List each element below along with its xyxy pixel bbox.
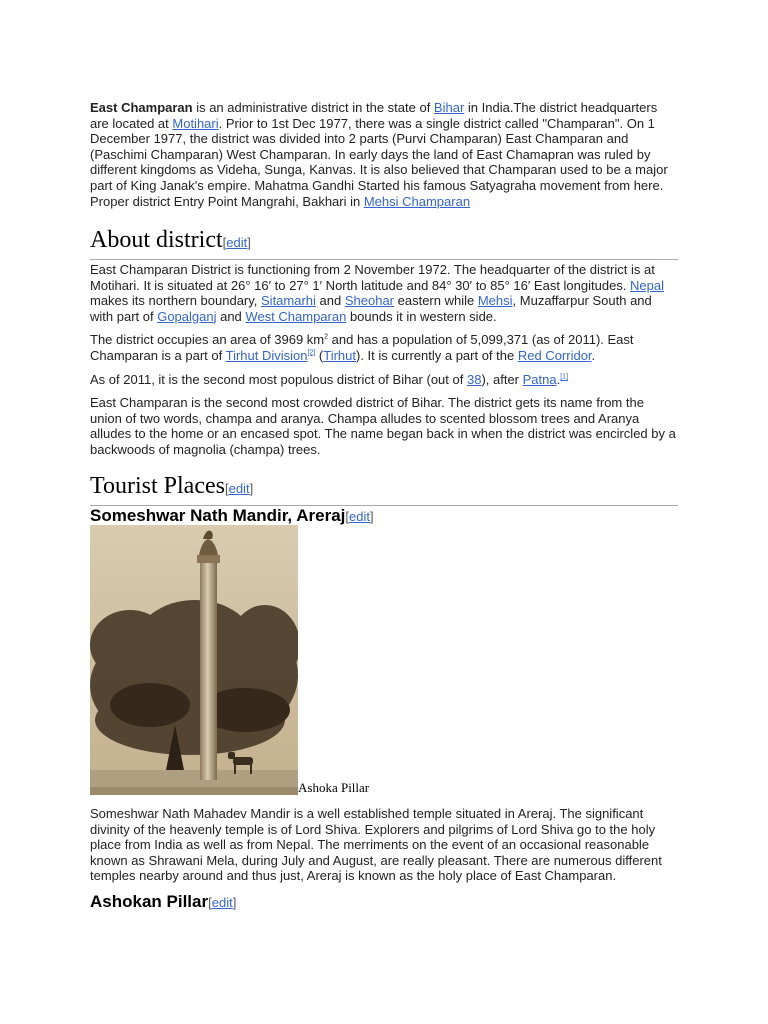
edit-section-someshwar: [edit] (345, 509, 374, 524)
edit-section-about: [edit] (222, 235, 251, 250)
article-subject: East Champaran (90, 100, 193, 115)
link-red-corridor[interactable]: Red Corridor (517, 347, 592, 363)
about-paragraph-2: The district occupies an area of 3969 $km^2$ and has a population of 5,099,371 (as of 2011). East Champaran is a part of Tirhut Division[2] (Tirhut). It is currently a part of the Red Corridor. (90, 332, 634, 363)
reference-2[interactable]: [2] (307, 349, 316, 357)
heading-about-district: About district[edit] (90, 226, 678, 260)
link-bihar[interactable]: Bihar (433, 100, 465, 115)
about-paragraph-3: As of 2011, it is the second most populous district of Bihar (out of 38), after Patna.[1] (90, 372, 569, 387)
figure-caption: Ashoka Pillar (298, 780, 370, 795)
link-38[interactable]: 38 (466, 372, 482, 387)
link-sitamarhi[interactable]: Sitamarhi (261, 293, 316, 309)
heading-ashokan-pillar: Ashokan Pillar[edit] (90, 892, 237, 911)
link-west-champaran[interactable]: West Champaran (245, 308, 347, 324)
edit-section-ashokan: [edit] (208, 895, 237, 910)
link-tirhut[interactable]: Tirhut (323, 347, 356, 363)
area-superscript: 2 (324, 333, 329, 341)
edit-link-tourist[interactable]: edit (228, 481, 250, 496)
edit-section-tourist: [edit] (224, 481, 254, 496)
link-nepal[interactable]: Nepal (630, 277, 665, 293)
about-paragraph-4: East Champaran is the second most crowded district of Bihar. The district gets its name from the union of two words, champa and aranya. Champa alludes to scented blossom trees and Aranya alludes to the home or an encased spot. The name began back in when the district was encircled by a backwoods of magnolia (champa) trees. (90, 395, 676, 457)
link-patna[interactable]: Patna (522, 372, 557, 387)
ashoka-pillar-photo (90, 525, 298, 795)
someshwar-paragraph: Someshwar Nath Mahadev Mandir is a well established temple situated in Areraj. The significant divinity of the heavenly temple is of Lord Shiva. Explorers and pilgrims of Lord Shiva go to the holy place from India as well as from Nepal. The merriments on the event of an occasional reasonable known as Shrawani Mela, during July and August, are really pleasant. There are numerous different temples nearby around and thus just, Areraj is known as the holy place of East Champaran. (90, 806, 662, 884)
link-gopalganj[interactable]: Gopalganj (157, 308, 217, 324)
link-motihari[interactable]: Motihari (172, 115, 219, 131)
link-mehsi[interactable]: Mehsi (477, 293, 513, 309)
link-tirhut-division[interactable]: Tirhut Division (225, 347, 308, 363)
about-paragraph-1: East Champaran District is functioning from 2 November 1972. The headquarter of the district is at Motihari. It is situated at 26° 16′ to 27° 1′ North latitude and 84° 30′ to 85° 16′ East longitudes. Nepal makes its northern boundary, Sitamarhi and Sheohar eastern while Mehsi, Muzaffarpur South and with part of Gopalganj and West Champaran bounds it in western side. (90, 262, 665, 324)
link-sheohar[interactable]: Sheohar (344, 293, 395, 309)
heading-tourist-places: Tourist Places[edit] (90, 472, 678, 506)
intro-paragraph: East Champaran is an administrative district in the state of Bihar in India.The district headquarters are located at Motihari. Prior to 1st Dec 1977, there was a single district called "Champaran". On 1 December 1977, the district was divided into 2 parts (Purvi Champaran) East Champaran and (Paschimi Champaran) West Champaran. In early days the land of East Chamapran was ruled by different kingdoms as Videha, Sunga, Kanvas. It is also believed that Champaran used to be a major part of King Janak's empire. Mahatma Gandhi Started his famous Satyagraha movement from here. Proper district Entry Point Mangrahi, Bakhari in Mehsi Champaran (90, 100, 668, 209)
reference-1[interactable]: [1] (560, 373, 569, 381)
edit-link-about[interactable]: edit (226, 235, 248, 250)
edit-link-ashokan[interactable]: edit (211, 895, 233, 910)
link-mehsi-champaran[interactable]: Mehsi Champaran (363, 193, 471, 209)
heading-someshwar-nath-mandir: Someshwar Nath Mandir, Areraj[edit] (90, 506, 374, 525)
edit-link-someshwar[interactable]: edit (349, 509, 370, 524)
